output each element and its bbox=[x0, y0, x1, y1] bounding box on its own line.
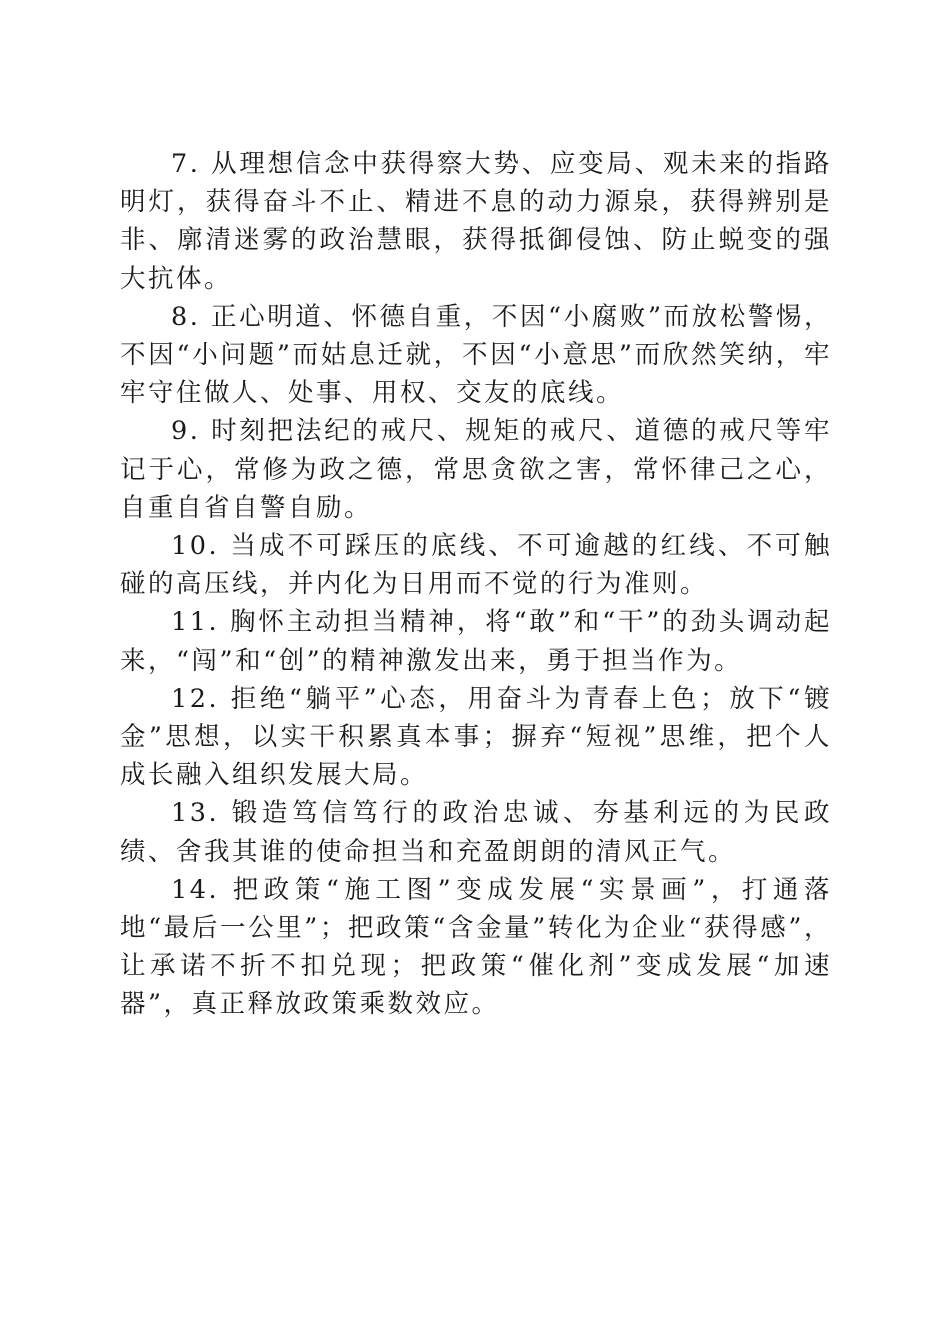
paragraph-10: 10. 当成不可踩压的底线、不可逾越的红线、不可触碰的高压线，并内化为日用而不觉的行为准则。 bbox=[120, 531, 832, 600]
paragraph-13: 13. 锻造笃信笃行的政治忠诚、夯基利远的为民政绩、舍我其谁的使命担当和充盈朗朗的清风正气。 bbox=[120, 798, 832, 867]
paragraph-11: 11. 胸怀主动担当精神，将“敢”和“干”的劲头调动起来，“闯”和“创”的精神激发出来，勇于担当作为。 bbox=[120, 607, 832, 676]
document-body bbox=[120, 145, 832, 1024]
paragraph-9: 9. 时刻把法纪的戒尺、规矩的戒尺、道德的戒尺等牢记于心，常修为政之德，常思贪欲之害，常怀律己之心，自重自省自警自励。 bbox=[120, 416, 832, 523]
paragraph-8: 8. 正心明道、怀德自重，不因“小腐败”而放松警惕，不因“小问题”而姑息迁就，不因“小意思”而欣然笑纳，牢牢守住做人、处事、用权、交友的底线。 bbox=[120, 301, 832, 409]
paragraph-12: 12. 拒绝“躺平”心态，用奋斗为青春上色；放下“镀金”思想，以实干积累真本事；摒弃“短视”思维，把个人成长融入组织发展大局。 bbox=[120, 683, 832, 791]
paragraph-7: 7. 从理想信念中获得察大势、应变局、观未来的指路明灯，获得奋斗不止、精进不息的动力源泉，获得辨别是非、廓清迷雾的政治慧眼，获得抵御侵蚀、防止蜕变的强大抗体。 bbox=[120, 149, 832, 294]
paragraph-14: 14. 把政策“施工图”变成发展“实景画”，打通落地“最后一公里”；把政策“含金量”转化为企业“获得感”，让承诺不折不扣兑现；把政策“催化剂”变成发展“加速器”，真正释放政策乘数效应。 bbox=[120, 874, 832, 1020]
